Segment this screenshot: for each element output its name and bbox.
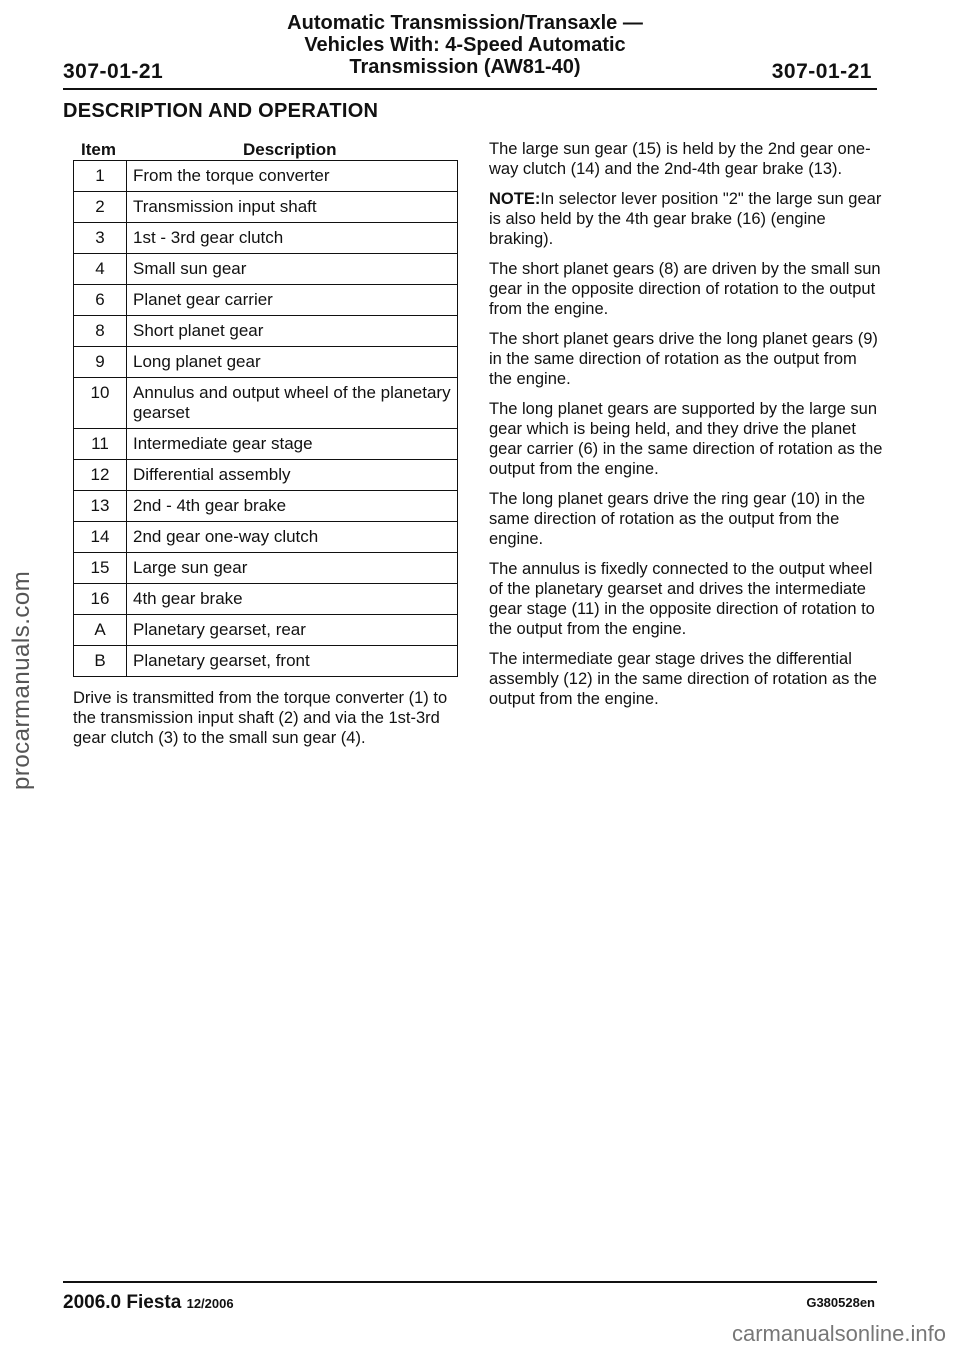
item-number: 10 bbox=[74, 378, 127, 429]
note bbox=[489, 189, 884, 249]
table-row bbox=[74, 429, 458, 460]
table-row bbox=[74, 646, 458, 677]
table-row bbox=[74, 584, 458, 615]
paragraph-ring-gear: The long planet gears drive the ring gear (10) in the same direction of rotation as the output from the engine. bbox=[489, 490, 866, 548]
item-number: 1 bbox=[74, 161, 127, 192]
header-title-line3: Transmission (AW81-40) bbox=[349, 56, 581, 78]
item-description: Annulus and output wheel of the planetary gearset bbox=[127, 378, 458, 429]
item-number: 11 bbox=[74, 429, 127, 460]
table-row bbox=[74, 316, 458, 347]
item-description: Planetary gearset, rear bbox=[127, 615, 458, 646]
item-number: 16 bbox=[74, 584, 127, 615]
table-row bbox=[74, 491, 458, 522]
page-number-right: 307-01-21 bbox=[771, 60, 872, 83]
item-number: 14 bbox=[74, 522, 127, 553]
table-row bbox=[74, 378, 458, 429]
item-number: 8 bbox=[74, 316, 127, 347]
item-number: B bbox=[74, 646, 127, 677]
column-header-item: Item bbox=[81, 140, 116, 159]
paragraph-large-sun-gear: The large sun gear (15) is held by the 2nd gear one-way clutch (14) and the 2nd-4th gear brake (13). bbox=[489, 140, 871, 178]
item-description: Large sun gear bbox=[127, 553, 458, 584]
page-number-left: 307-01-21 bbox=[63, 60, 164, 83]
drive-paragraph: Drive is transmitted from the torque converter (1) to the transmission input shaft (2) and via the 1st-3rd gear clutch (3) to the small sun gear (4). bbox=[73, 689, 448, 747]
table-row bbox=[74, 460, 458, 491]
table-row bbox=[74, 161, 458, 192]
item-number: A bbox=[74, 615, 127, 646]
item-number: 15 bbox=[74, 553, 127, 584]
table-row bbox=[74, 522, 458, 553]
footer-model-name: 2006.0 Fiesta bbox=[63, 1292, 182, 1313]
footer-divider bbox=[63, 1281, 877, 1283]
item-number: 4 bbox=[74, 254, 127, 285]
note-text: In selector lever position "2" the large sun gear is also held by the 4th gear brake (16) (engine braking). bbox=[489, 190, 882, 248]
watermark-text: procarmanuals.com bbox=[8, 570, 35, 790]
paragraph-intermediate-gear: The intermediate gear stage drives the differential assembly (12) in the same direction of rotation as the output from the engine. bbox=[489, 650, 877, 708]
item-description: Differential assembly bbox=[127, 460, 458, 491]
item-description: Long planet gear bbox=[127, 347, 458, 378]
item-description: 4th gear brake bbox=[127, 584, 458, 615]
header-title bbox=[225, 12, 705, 78]
table-row bbox=[74, 285, 458, 316]
item-number: 2 bbox=[74, 192, 127, 223]
item-description: From the torque converter bbox=[127, 161, 458, 192]
item-number: 3 bbox=[74, 223, 127, 254]
paragraph-short-drive-long: The short planet gears drive the long planet gears (9) in the same direction of rotation as the output from the engine. bbox=[489, 330, 878, 388]
table-row bbox=[74, 553, 458, 584]
table-row bbox=[74, 223, 458, 254]
operation-description bbox=[489, 139, 884, 719]
table-row bbox=[74, 192, 458, 223]
item-description: 2nd - 4th gear brake bbox=[127, 491, 458, 522]
footer-date: 12/2006 bbox=[186, 1296, 234, 1311]
paragraph-annulus: The annulus is fixedly connected to the output wheel of the planetary gearset and drives the intermediate gear stage (11) in the opposite direction of rotation to the output from the engine. bbox=[489, 560, 875, 638]
table-row bbox=[74, 347, 458, 378]
table-row bbox=[74, 615, 458, 646]
footer-model bbox=[63, 1292, 234, 1314]
item-number: 6 bbox=[74, 285, 127, 316]
item-description: 2nd gear one-way clutch bbox=[127, 522, 458, 553]
item-number: 9 bbox=[74, 347, 127, 378]
item-description: Small sun gear bbox=[127, 254, 458, 285]
header-title-line1: Automatic Transmission/Transaxle — bbox=[287, 12, 643, 34]
item-description: Planet gear carrier bbox=[127, 285, 458, 316]
item-description: Transmission input shaft bbox=[127, 192, 458, 223]
item-number: 13 bbox=[74, 491, 127, 522]
side-watermark bbox=[4, 490, 40, 790]
item-description: Planetary gearset, front bbox=[127, 646, 458, 677]
item-description: 1st - 3rd gear clutch bbox=[127, 223, 458, 254]
note-label: NOTE: bbox=[489, 190, 541, 208]
item-number: 12 bbox=[74, 460, 127, 491]
header-divider bbox=[63, 88, 877, 90]
footer-code: G380528en bbox=[806, 1295, 875, 1310]
item-table bbox=[73, 160, 458, 677]
column-header-description: Description bbox=[243, 140, 337, 159]
paragraph-long-planet-gears: The long planet gears are supported by the large sun gear which is being held, and they drive the planet gear carrier (6) in the same direction of rotation as the output from the engine. bbox=[489, 400, 883, 478]
item-description: Short planet gear bbox=[127, 316, 458, 347]
paragraph-short-planet-gears: The short planet gears (8) are driven by the small sun gear in the opposite direction of rotation to the output from the engine. bbox=[489, 260, 881, 318]
site-footer: carmanualsonline.info bbox=[731, 1321, 946, 1346]
item-description: Intermediate gear stage bbox=[127, 429, 458, 460]
section-title: DESCRIPTION AND OPERATION bbox=[63, 100, 379, 122]
header-title-line2: Vehicles With: 4-Speed Automatic bbox=[304, 34, 626, 56]
table-row bbox=[74, 254, 458, 285]
